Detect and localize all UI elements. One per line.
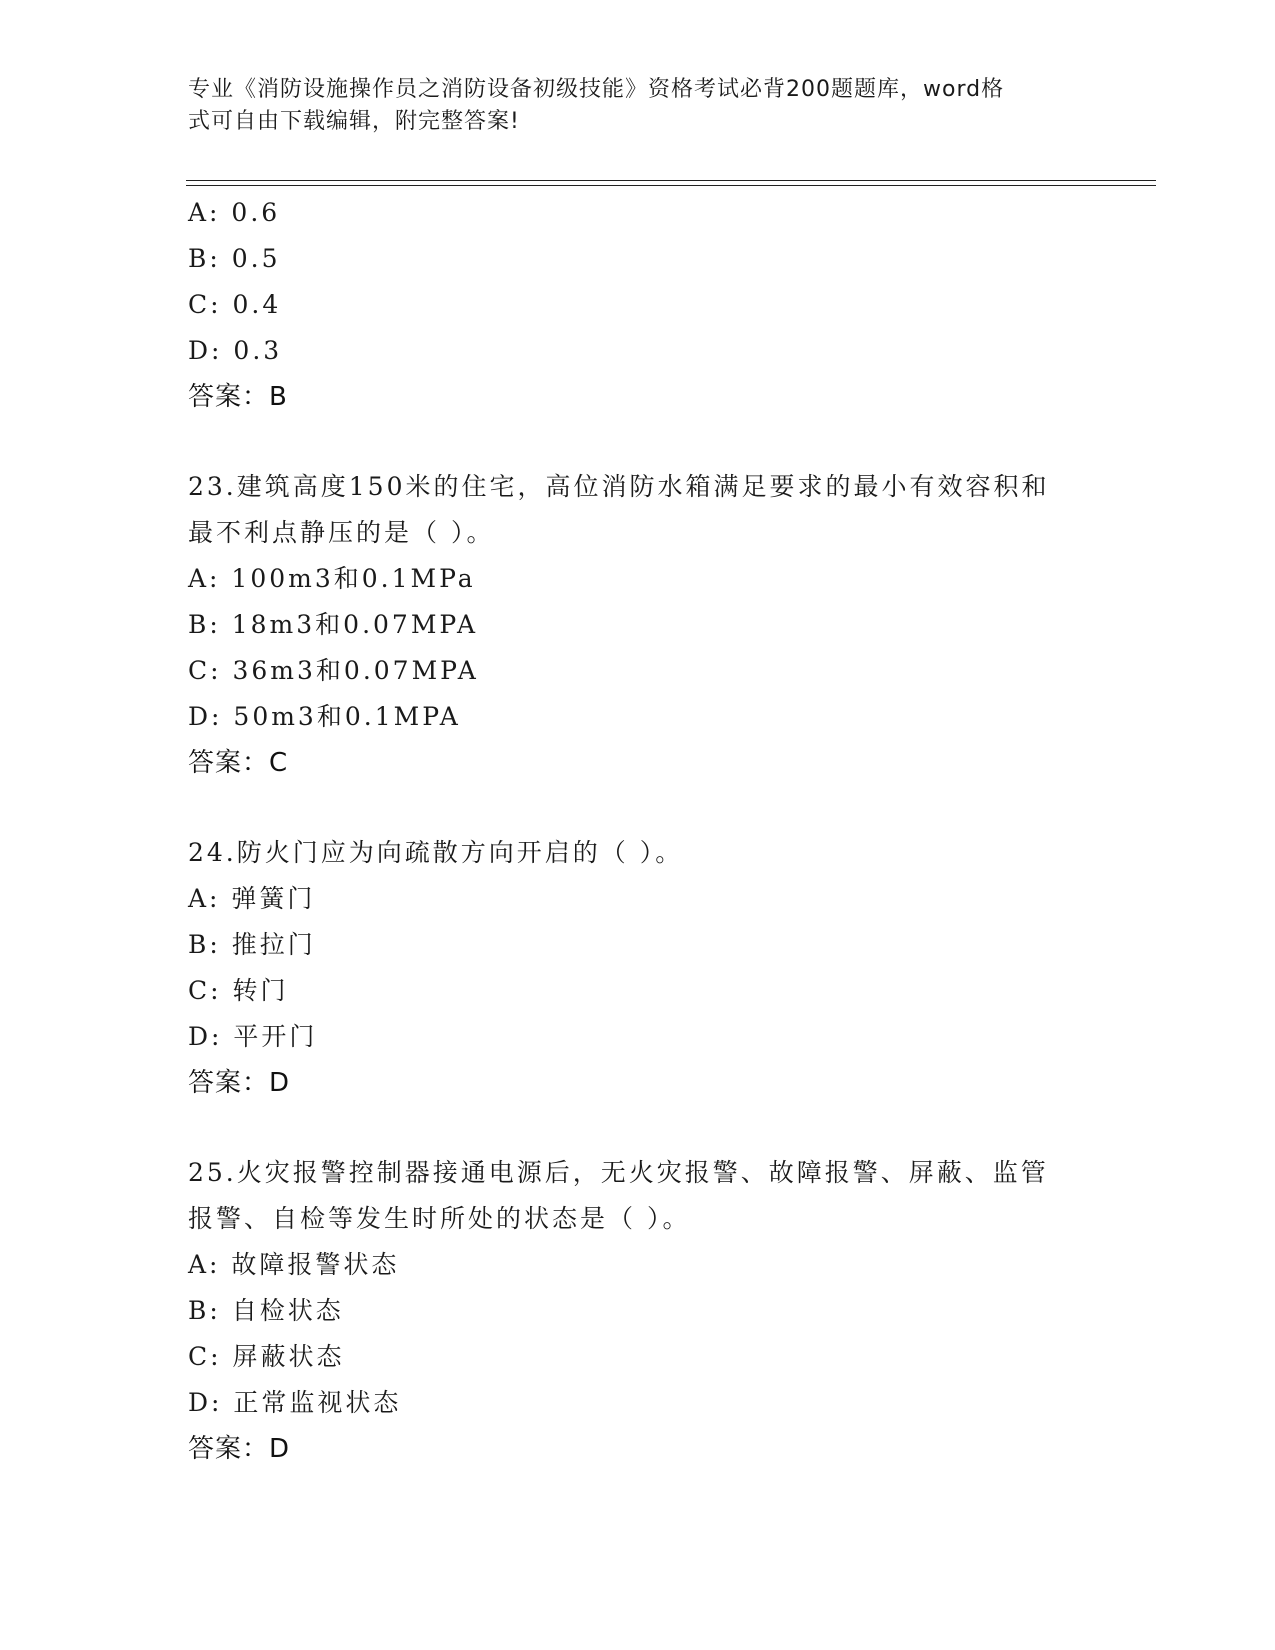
- option-a: A: 弹簧门: [188, 884, 316, 913]
- option-a: A: 100m3和0.1MPa: [188, 564, 476, 593]
- document-header: [188, 74, 1068, 138]
- option-b: B: 推拉门: [188, 930, 316, 959]
- option-b: B: 0.5: [188, 244, 281, 273]
- answer: 答案：D: [188, 1068, 291, 1098]
- question-25: [188, 1150, 1088, 1472]
- answer: 答案：C: [188, 748, 289, 778]
- option-c: C: 0.4: [188, 290, 282, 319]
- question-stem-line-2: 报警、自检等发生时所处的状态是（ ）。: [188, 1204, 691, 1233]
- header-divider-bottom: [186, 185, 1156, 186]
- question-list: [188, 190, 1088, 1472]
- question-stem-line-1: 25.火灾报警控制器接通电源后，无火灾报警、故障报警、屏蔽、监管: [188, 1158, 1049, 1187]
- question-stem-line-1: 23.建筑高度150米的住宅，高位消防水箱满足要求的最小有效容积和: [188, 472, 1050, 501]
- option-c: C: 屏蔽状态: [188, 1342, 345, 1371]
- option-b: B: 自检状态: [188, 1296, 344, 1325]
- answer: 答案：D: [188, 1434, 291, 1464]
- option-d: D: 50m3和0.1MPA: [188, 702, 461, 731]
- question-22: [188, 190, 1088, 420]
- question-stem-line-2: 最不利点静压的是（ ）。: [188, 518, 495, 547]
- option-a: A: 故障报警状态: [188, 1250, 400, 1279]
- option-a: A: 0.6: [188, 198, 281, 227]
- option-b: B: 18m3和0.07MPA: [188, 610, 479, 639]
- question-24: [188, 830, 1088, 1106]
- question-23: [188, 464, 1088, 786]
- header-line-1: 专业《消防设施操作员之消防设备初级技能》资格考试必背200题题库，word格: [188, 77, 1005, 102]
- question-stem-line-1: 24.防火门应为向疏散方向开启的（ ）。: [188, 838, 684, 867]
- header-line-2: 式可自由下载编辑，附完整答案!: [188, 109, 520, 134]
- option-d: D: 0.3: [188, 336, 283, 365]
- option-d: D: 正常监视状态: [188, 1388, 402, 1417]
- answer: 答案：B: [188, 382, 288, 412]
- header-divider-top: [186, 180, 1156, 181]
- option-c: C: 36m3和0.07MPA: [188, 656, 479, 685]
- option-c: C: 转门: [188, 976, 289, 1005]
- option-d: D: 平开门: [188, 1022, 318, 1051]
